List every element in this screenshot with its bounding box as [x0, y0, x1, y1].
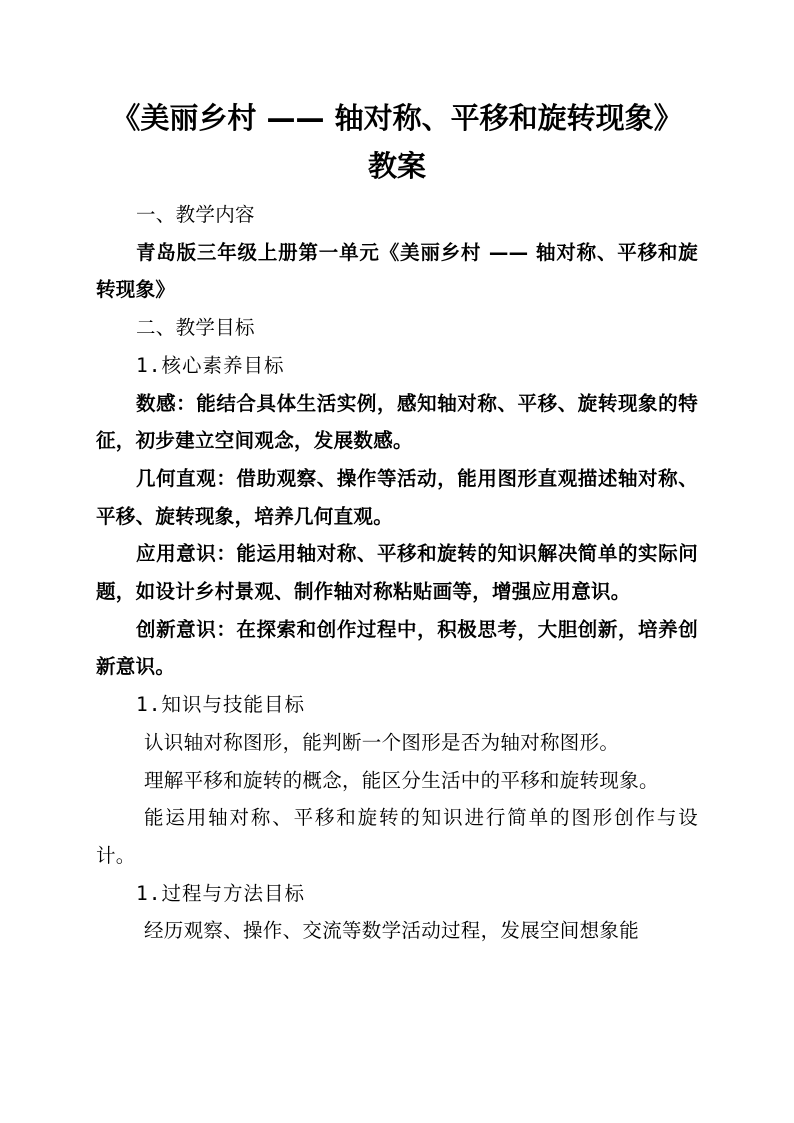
- section-heading-content: 一、教学内容: [136, 203, 255, 226]
- document-title-line1: 《美丽乡村 —— 轴对称、平移和旋转现象》: [111, 101, 683, 135]
- section-heading-objectives: 二、教学目标: [136, 316, 255, 340]
- subheading-knowledge-skills: 1.知识与技能目标: [136, 693, 305, 717]
- document-title-line2: 教案: [367, 149, 426, 183]
- paragraph-number-sense: 数感：能结合具体生活实例，感知轴对称、平移、旋转现象的特征，初步建立空间观念，发展数感。: [96, 391, 698, 453]
- paragraph-translation-rotation: 理解平移和旋转的概念，能区分生活中的平移和旋转现象。: [144, 768, 659, 792]
- paragraph-innovation: 创新意识：在探索和创作过程中，积极思考，大胆创新，培养创新意识。: [96, 617, 698, 679]
- subheading-core-literacy: 1.核心素养目标: [136, 353, 285, 377]
- paragraph-design: 能运用轴对称、平移和旋转的知识进行简单的图形创作与设计。: [96, 806, 698, 867]
- paragraph-content: 青岛版三年级上册第一单元《美丽乡村 —— 轴对称、平移和旋转现象》: [96, 240, 698, 302]
- paragraph-process: 经历观察、操作、交流等数学活动过程，发展空间想象能: [144, 919, 640, 943]
- paragraph-application: 应用意识：能运用轴对称、平移和旋转的知识解决简单的实际问题，如设计乡村景观、制作轴对称粘贴画等，增强应用意识。: [96, 542, 698, 604]
- paragraph-symmetry: 认识轴对称图形，能判断一个图形是否为轴对称图形。: [144, 730, 620, 754]
- subheading-process-method: 1.过程与方法目标: [136, 881, 305, 905]
- paragraph-geometric-intuition: 几何直观：借助观察、操作等活动，能用图形直观描述轴对称、平移、旋转现象，培养几何直观。: [96, 466, 698, 528]
